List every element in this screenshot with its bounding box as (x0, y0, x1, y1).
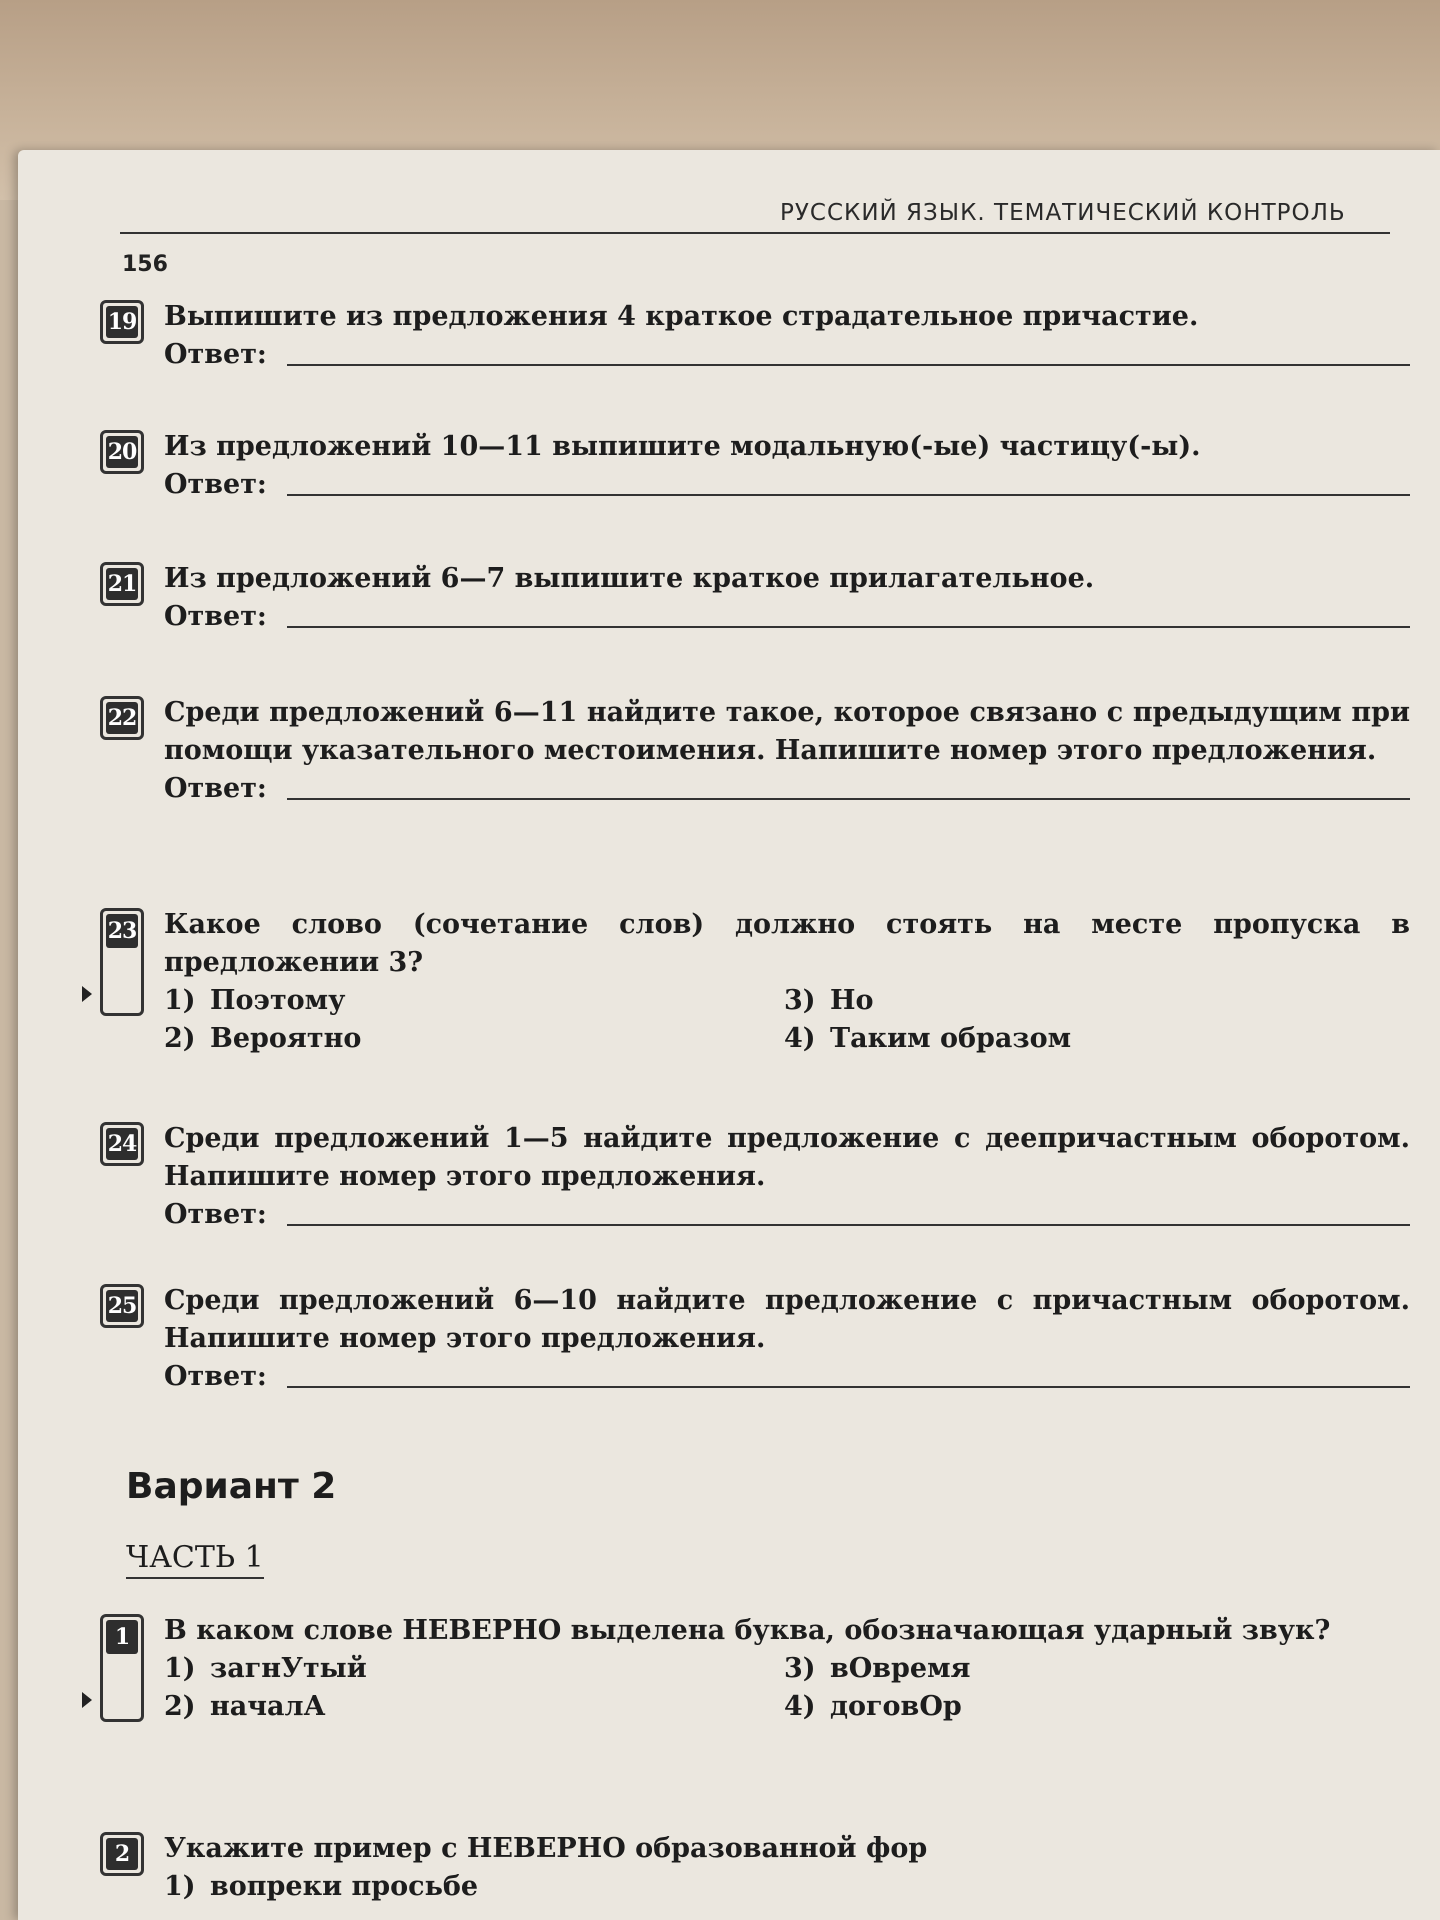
task-number-box (100, 562, 144, 606)
answer-row (164, 466, 1410, 504)
answer-line[interactable] (287, 1222, 1410, 1226)
answer-label: Ответ: (164, 339, 267, 370)
v2-task-2 (100, 1830, 1410, 1906)
task-25 (100, 1282, 1410, 1396)
answer-line[interactable] (287, 1384, 1410, 1388)
task-23 (100, 906, 1410, 1058)
task-number-box (100, 1832, 144, 1876)
option-number: 1) (164, 1653, 196, 1684)
answer-row (164, 336, 1410, 374)
option-number: 3) (784, 1653, 816, 1684)
option-number: 1) (164, 1871, 196, 1902)
answer-label: Ответ: (164, 1199, 267, 1230)
marker-triangle-icon (82, 986, 92, 1002)
option-2[interactable] (164, 1688, 784, 1726)
answer-row (164, 1196, 1410, 1234)
option-number: 1) (164, 985, 196, 1016)
task-number-box (100, 908, 144, 1016)
answer-line[interactable] (287, 796, 1410, 800)
task-number-box (100, 696, 144, 740)
task-number: 19 (106, 306, 138, 338)
option-text: Таким образом (830, 1023, 1072, 1054)
page-number: 156 (122, 252, 168, 277)
option-1[interactable] (164, 1868, 784, 1906)
task-number-box (100, 1122, 144, 1166)
option-number: 2) (164, 1023, 196, 1054)
answer-line[interactable] (287, 624, 1410, 628)
task-text: Среди предложений 6—10 найдите предложение с причастным оборотом. Напишите номер этого предложения. (164, 1285, 1410, 1354)
option-2[interactable] (164, 1020, 784, 1058)
task-22 (100, 694, 1410, 808)
v2-task-1 (100, 1612, 1410, 1726)
answer-line[interactable] (287, 492, 1410, 496)
marker-triangle-icon (82, 1692, 92, 1708)
option-1[interactable] (164, 1650, 784, 1688)
option-text: началА (210, 1691, 326, 1722)
option-number: 4) (784, 1023, 816, 1054)
options-grid (164, 1868, 1410, 1906)
task-number-box (100, 300, 144, 344)
task-text: Из предложений 10—11 выпишите модальную(-ые) частицу(-ы). (164, 431, 1201, 462)
part-heading: ЧАСТЬ 1 (126, 1540, 264, 1579)
option-number: 4) (784, 1691, 816, 1722)
answer-label: Ответ: (164, 1361, 267, 1392)
option-text: Но (830, 985, 874, 1016)
options-grid (164, 1650, 1410, 1726)
option-text: вопреки просьбе (210, 1871, 479, 1902)
task-number: 1 (106, 1620, 138, 1654)
answer-label: Ответ: (164, 601, 267, 632)
task-number-box (100, 1614, 144, 1722)
task-text: Выпишите из предложения 4 краткое страдательное причастие. (164, 301, 1199, 332)
task-text: Среди предложений 6—11 найдите такое, которое связано с предыдущим при помощи указательного местоимения. Напишите номер этого предложения. (164, 697, 1410, 766)
task-number: 25 (106, 1290, 138, 1322)
variant-heading: Вариант 2 (126, 1466, 337, 1507)
task-21 (100, 560, 1410, 636)
task-24 (100, 1120, 1410, 1234)
option-3[interactable] (784, 982, 1384, 1020)
task-text: В каком слове НЕВЕРНО выделена буква, обозначающая ударный звук? (164, 1615, 1331, 1646)
running-header: РУССКИЙ ЯЗЫК. ТЕМАТИЧЕСКИЙ КОНТРОЛЬ (780, 200, 1346, 226)
option-text: загнУтый (210, 1653, 367, 1684)
task-text: Какое слово (сочетание слов) должно стоять на месте пропуска в предложении 3? (164, 909, 1410, 978)
answer-row (164, 598, 1410, 636)
task-19 (100, 298, 1410, 374)
answer-row (164, 1358, 1410, 1396)
task-20 (100, 428, 1410, 504)
option-number: 2) (164, 1691, 196, 1722)
options-grid (164, 982, 1410, 1058)
answer-label: Ответ: (164, 469, 267, 500)
option-4[interactable] (784, 1020, 1384, 1058)
answer-label: Ответ: (164, 773, 267, 804)
answer-row (164, 770, 1410, 808)
task-number: 24 (106, 1128, 138, 1160)
option-text: вОвремя (830, 1653, 971, 1684)
option-1[interactable] (164, 982, 784, 1020)
task-number: 22 (106, 702, 138, 734)
option-text: Вероятно (210, 1023, 362, 1054)
task-text: Среди предложений 1—5 найдите предложение с деепричастным оборотом. Напишите номер этого предложения. (164, 1123, 1410, 1192)
header-rule (120, 232, 1390, 234)
task-number: 23 (106, 914, 138, 948)
task-text: Из предложений 6—7 выпишите краткое прилагательное. (164, 563, 1095, 594)
option-number: 3) (784, 985, 816, 1016)
task-text: Укажите пример с НЕВЕРНО образованной фор (164, 1833, 928, 1864)
task-number: 21 (106, 568, 138, 600)
option-text: договОр (830, 1691, 962, 1722)
task-number-box (100, 430, 144, 474)
task-number: 20 (106, 436, 138, 468)
answer-line[interactable] (287, 362, 1410, 366)
option-4[interactable] (784, 1688, 1384, 1726)
task-number-box (100, 1284, 144, 1328)
task-number: 2 (106, 1838, 138, 1870)
option-text: Поэтому (210, 985, 346, 1016)
option-3[interactable] (784, 1650, 1384, 1688)
